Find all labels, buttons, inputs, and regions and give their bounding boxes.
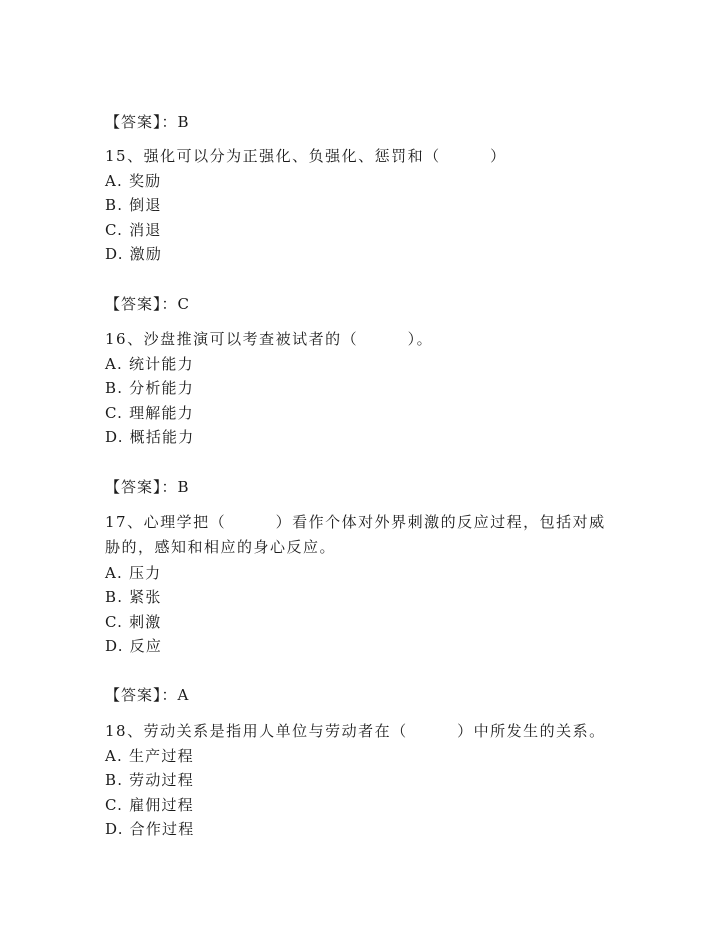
question-17-option-d: D. 反应 bbox=[105, 637, 163, 655]
question-17-text-line-2: 胁的，感知和相应的身心反应。 bbox=[105, 538, 337, 556]
answer-15: 【答案】：C bbox=[105, 295, 190, 313]
question-16-option-d: D. 概括能力 bbox=[105, 428, 195, 446]
question-15-option-a: A. 奖励 bbox=[105, 172, 162, 190]
question-16-option-b: B. 分析能力 bbox=[105, 379, 194, 397]
question-16-option-c: C. 理解能力 bbox=[105, 404, 194, 422]
question-17-option-b: B. 紧张 bbox=[105, 588, 162, 606]
question-15-option-d: D. 激励 bbox=[105, 245, 163, 263]
question-16-text: 16、沙盘推演可以考查被试者的（ ）。 bbox=[105, 330, 434, 348]
answer-16: 【答案】：B bbox=[105, 478, 190, 496]
question-15-text: 15、强化可以分为正强化、负强化、惩罚和（ ） bbox=[105, 147, 507, 165]
answer-14: 【答案】：B bbox=[105, 113, 190, 131]
answer-17: 【答案】：A bbox=[105, 686, 190, 704]
question-15-option-b: B. 倒退 bbox=[105, 196, 162, 214]
question-18-text: 18、劳动关系是指用人单位与劳动者在（ ）中所发生的关系。 bbox=[105, 722, 606, 740]
question-17-option-a: A. 压力 bbox=[105, 564, 162, 582]
question-17-option-c: C. 刺激 bbox=[105, 613, 162, 631]
question-18-option-a: A. 生产过程 bbox=[105, 747, 194, 765]
question-18-option-d: D. 合作过程 bbox=[105, 820, 195, 838]
question-16-option-a: A. 统计能力 bbox=[105, 355, 194, 373]
question-18-option-b: B. 劳动过程 bbox=[105, 771, 194, 789]
question-18-option-c: C. 雇佣过程 bbox=[105, 796, 194, 814]
question-17-text-line-1: 17、心理学把（ ）看作个体对外界刺激的反应过程，包括对威 bbox=[105, 513, 606, 531]
question-15-option-c: C. 消退 bbox=[105, 221, 162, 239]
